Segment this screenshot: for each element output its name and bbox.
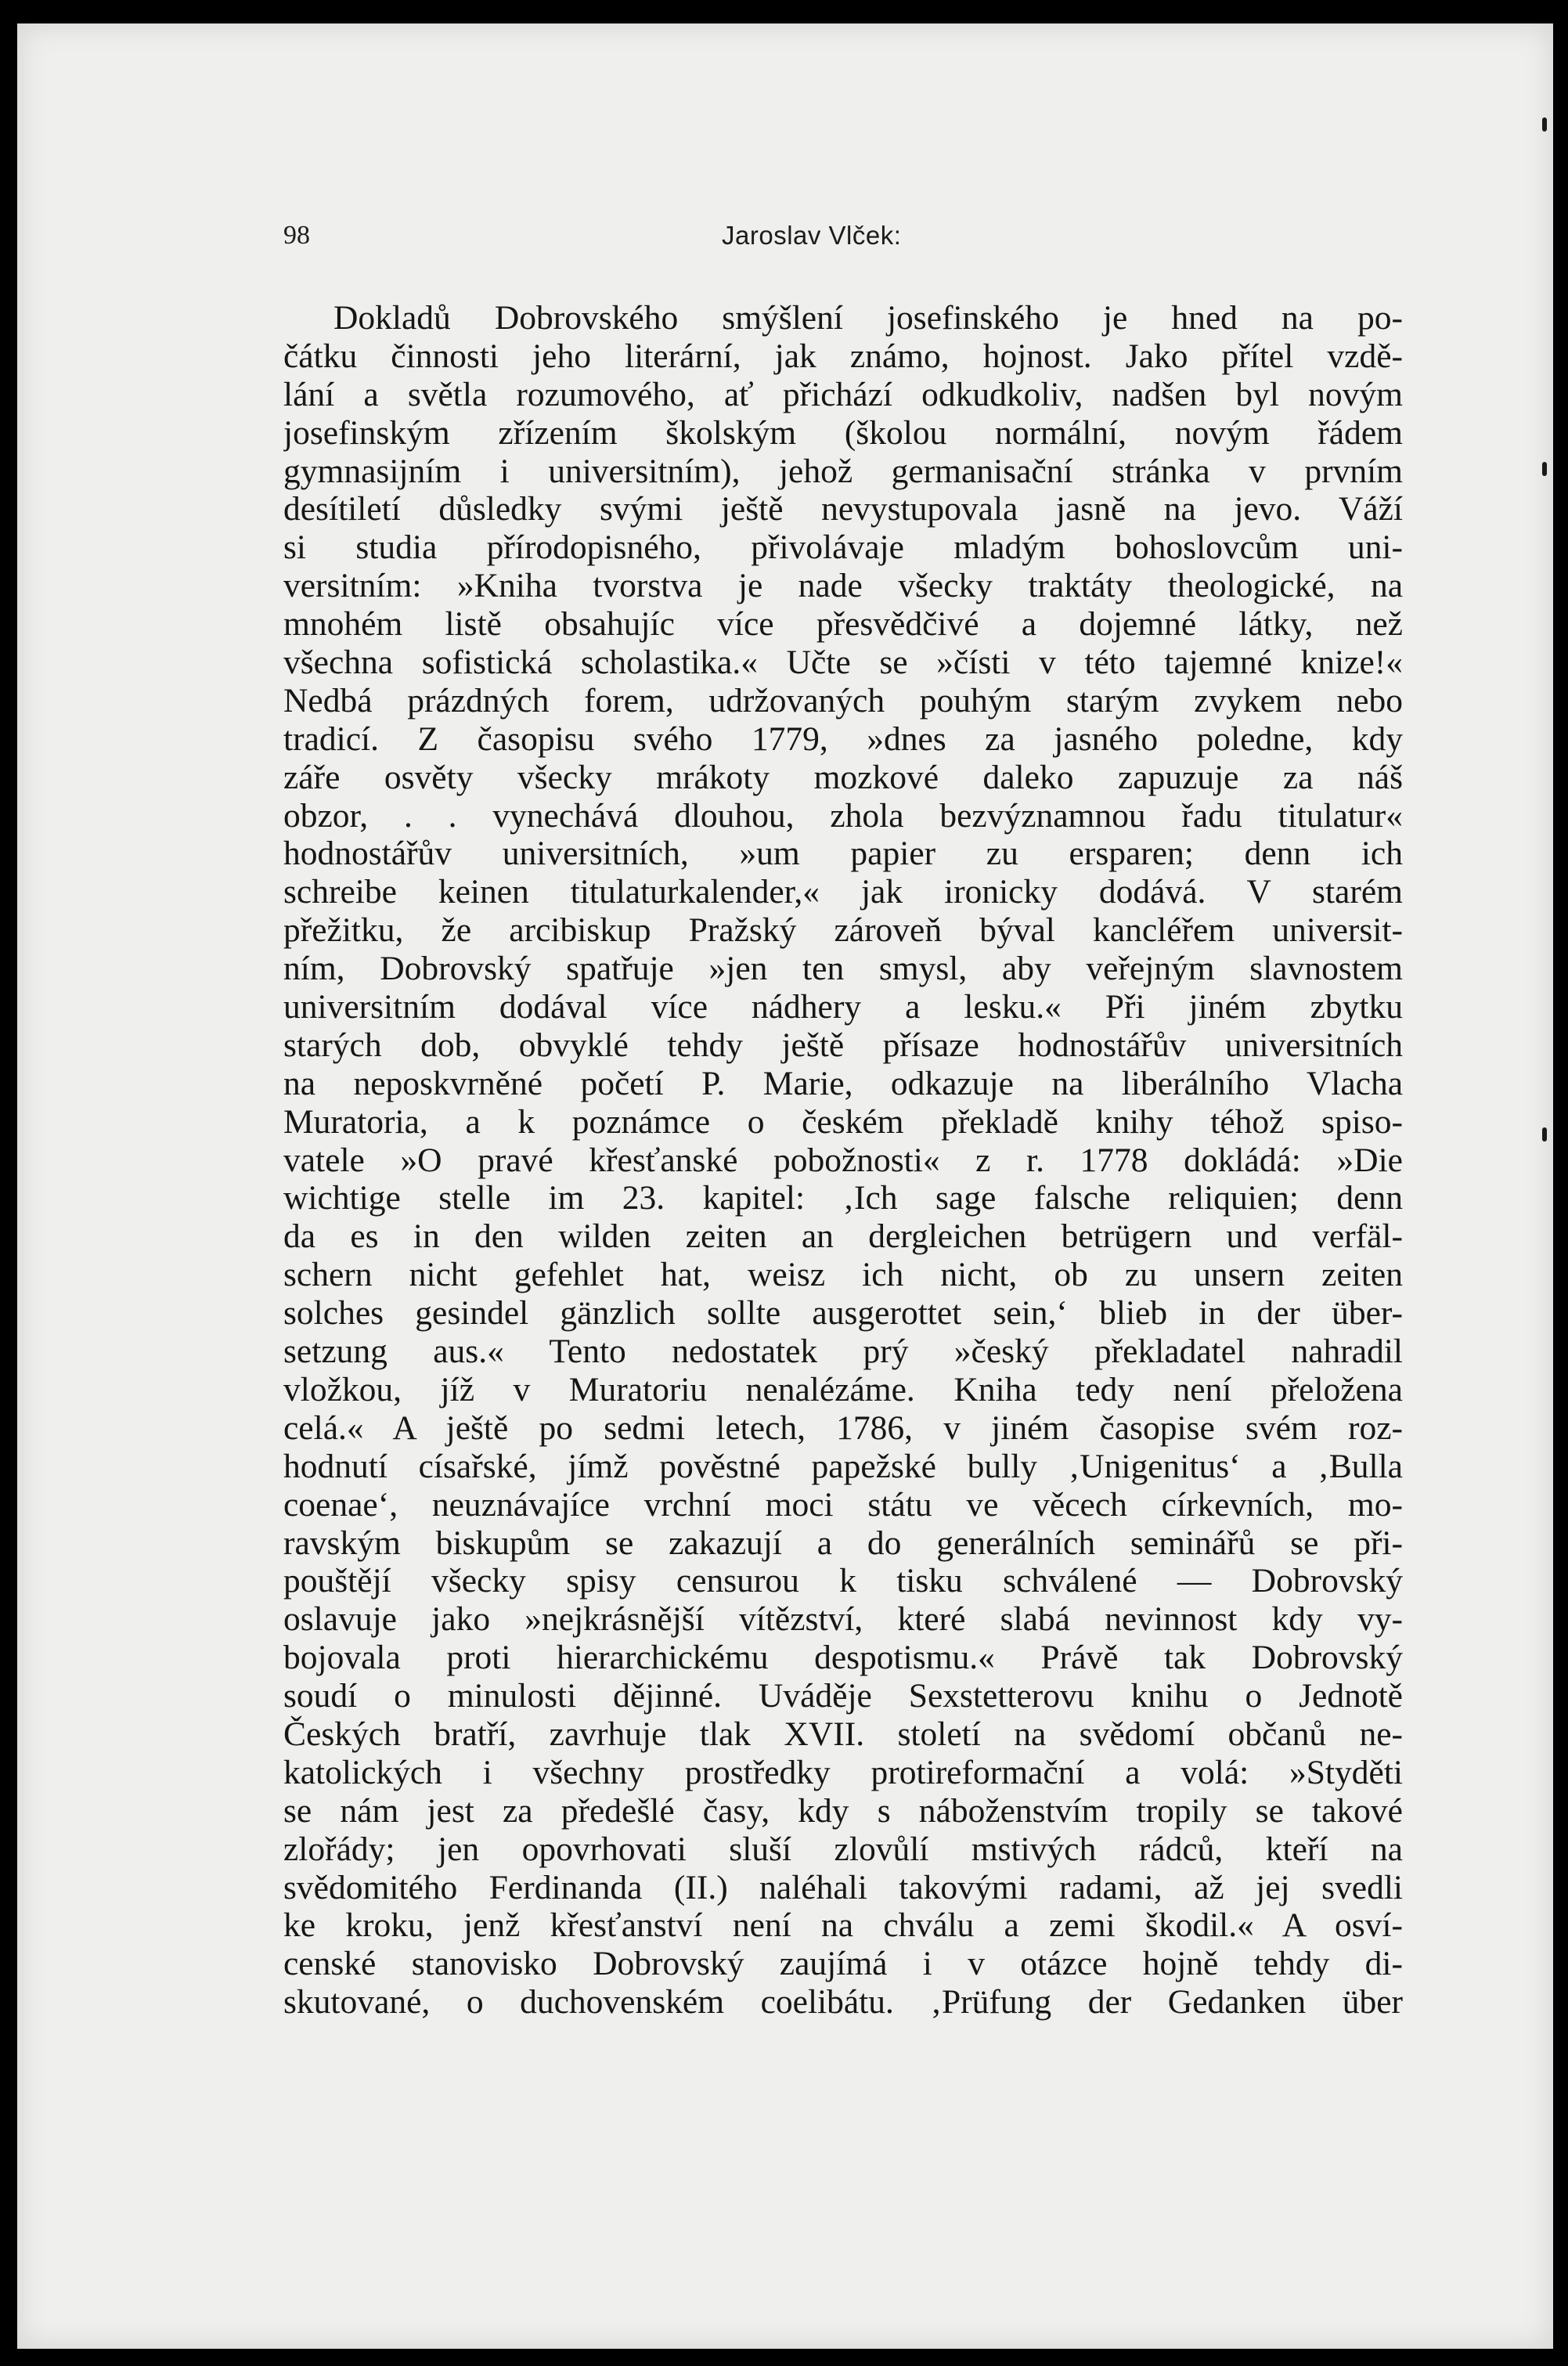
page-header [283, 221, 1381, 260]
text-line: skutované, o duchovenském coelibátu. ‚Prüfung der Gedanken über [283, 1983, 1403, 2022]
text-line: da es in den wilden zeiten an dergleichen betrügern und verfäl- [283, 1217, 1403, 1256]
text-line: všechna sofistická scholastika.« Učte se »čísti v této tajemné knize!« [283, 644, 1403, 682]
text-line: desítiletí důsledky svými ještě nevystupovala jasně na jevo. Váží [283, 490, 1403, 528]
text-line: se nám jest za předešlé časy, kdy s náboženstvím tropily se takové [283, 1791, 1403, 1830]
text-line: vatele »O pravé křesťanské pobožnosti« z r. 1778 dokládá: »Die [283, 1141, 1403, 1179]
page-number: 98 [283, 221, 310, 250]
text-line: Dokladů Dobrovského smýšlení josefinského je hned na po- [333, 299, 1403, 337]
text-line: obzor, . . vynechává dlouhou, zhola bezvýznamnou řadu titulatur« [283, 796, 1403, 835]
text-line: schern nicht gefehlet hat, weisz ich nicht, ob zu unsern zeiten [283, 1256, 1403, 1294]
text-line: pouštějí všecky spisy censurou k tisku schválené — Dobrovský [283, 1562, 1403, 1600]
text-line: přežitku, že arcibiskup Pražský zároveň býval kancléřem universit- [283, 911, 1403, 950]
text-line: tradicí. Z časopisu svého 1779, »dnes za jasného poledne, kdy [283, 720, 1403, 758]
text-line: celá.« A ještě po sedmi letech, 1786, v jiném časopise svém roz- [283, 1408, 1403, 1447]
text-line: si studia přírodopisného, přivolávaje mladým bohoslovcům uni- [283, 528, 1403, 567]
text-line: ravským biskupům se zakazují a do generálních seminářů se při- [283, 1524, 1403, 1562]
text-line: lání a světla rozumového, ať přichází odkudkoliv, nadšen byl novým [283, 375, 1403, 413]
text-line: ním, Dobrovský spatřuje »jen ten smysl, aby veřejným slavnostem [283, 950, 1403, 988]
text-line: universitním dodával více nádhery a lesku.« Při jiném zbytku [283, 988, 1403, 1026]
text-line: versitním: »Kniha tvorstva je nade všecky traktáty theologické, na [283, 567, 1403, 605]
margin-mark [1542, 117, 1547, 132]
text-line: Muratoria, a k poznámce o českém překladě knihy téhož spiso- [283, 1102, 1403, 1141]
text-line: hodnutí císařské, jímž pověstné papežské bully ‚Unigenitus‘ a ‚Bulla [283, 1447, 1403, 1485]
body-text [283, 299, 1403, 2022]
text-line: oslavuje jako »nejkrásnější vítězství, které slabá nevinnost kdy vy- [283, 1600, 1403, 1639]
text-line: starých dob, obvyklé tehdy ještě přísaze hodnostářův universitních [283, 1026, 1403, 1064]
text-line: gymnasijním i universitním), jehož germanisační stránka v prvním [283, 452, 1403, 490]
text-line: zlořády; jen opovrhovati sluší zlovůlí mstivých rádců, kteří na [283, 1830, 1403, 1868]
text-line: wichtige stelle im 23. kapitel: ‚Ich sage falsche reliquien; denn [283, 1179, 1403, 1217]
text-line: katolických i všechny prostředky protireformační a volá: »Styděti [283, 1753, 1403, 1791]
text-line: hodnostářův universitních, »um papier zu ersparen; denn ich [283, 835, 1403, 873]
text-line: schreibe keinen titulaturkalender,« jak ironicky dodává. V starém [283, 873, 1403, 911]
text-line: solches gesindel gänzlich sollte ausgerottet sein,‘ blieb in der über- [283, 1294, 1403, 1333]
text-line: coenae‘, neuznávajíce vrchní moci státu ve věcech církevních, mo- [283, 1485, 1403, 1524]
text-line: bojovala proti hierarchickému despotismu.« Právě tak Dobrovský [283, 1639, 1403, 1677]
margin-mark [1542, 462, 1547, 476]
text-line: josefinským zřízením školským (školou normální, novým řádem [283, 413, 1403, 452]
text-line: vložkou, jíž v Muratoriu nenalézáme. Kniha tedy není přeložena [283, 1370, 1403, 1408]
text-line: na neposkvrněné početí P. Marie, odkazuje na liberálního Vlacha [283, 1064, 1403, 1102]
text-line: censké stanovisko Dobrovský zaujímá i v otázce hojně tehdy di- [283, 1945, 1403, 1983]
running-head: Jaroslav Vlček: [722, 221, 902, 250]
text-line: Nedbá prázdných forem, udržovaných pouhým starým zvykem nebo [283, 681, 1403, 720]
text-line: svědomitého Ferdinanda (II.) naléhali takovými radami, až jej svedli [283, 1868, 1403, 1906]
text-line: mnohém listě obsahujíc více přesvědčivé a dojemné látky, než [283, 605, 1403, 644]
text-line: Českých bratří, zavrhuje tlak XVII. století na svědomí občanů ne- [283, 1715, 1403, 1753]
text-line: záře osvěty všecky mrákoty mozkové daleko zapuzuje za náš [283, 758, 1403, 796]
text-line: ke kroku, jenž křesťanství není na chválu a zemi škodil.« A osví- [283, 1906, 1403, 1945]
text-line: setzung aus.« Tento nedostatek prý »český překladatel nahradil [283, 1333, 1403, 1371]
text-line: soudí o minulosti dějinné. Uváděje Sexstetterovu knihu o Jednotě [283, 1677, 1403, 1715]
text-line: čátku činnosti jeho literární, jak známo, hojnost. Jako přítel vzdě- [283, 337, 1403, 375]
margin-mark [1542, 1127, 1547, 1142]
book-page [17, 23, 1553, 2349]
